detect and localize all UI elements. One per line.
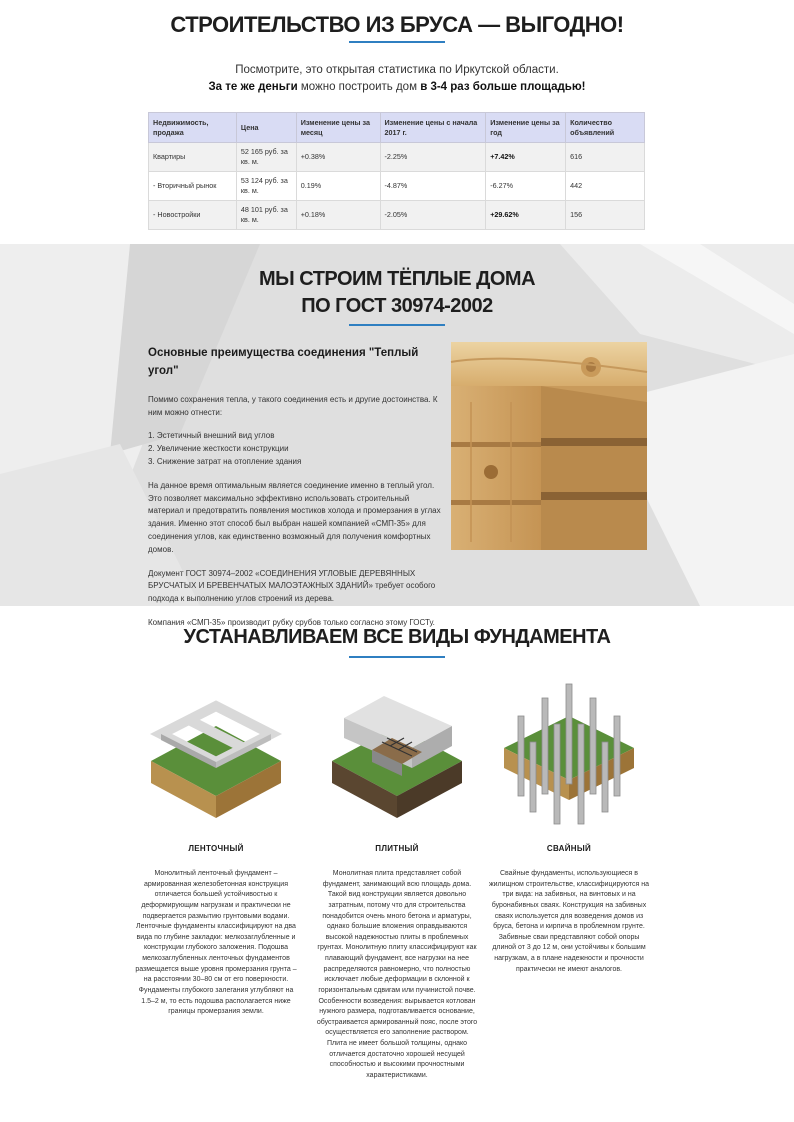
intro-line-2 xyxy=(0,81,794,93)
table-cell: - Вторичный рынок xyxy=(149,172,237,201)
warm-corner-joint-image xyxy=(451,342,647,550)
title-underline xyxy=(349,324,445,326)
foundation-title: УСТАНАВЛИВАЕМ ВСЕ ВИДЫ ФУНДАМЕНТА xyxy=(183,626,611,648)
table-cell: Квартиры xyxy=(149,143,237,172)
table-cell: -6.27% xyxy=(486,172,566,201)
card-description: Монолитная плита представляет собой фундамент, занимающий всю площадь дома. Такой вид конструкции является довольно затратным, потому что для строительства понадобится очень много бетона и арматуры, однако большие вложения оправдываются высокой надежностью плиты в проблемных грунтах. Монолитную плиту классифицируют как плавающий фундамент, все нагрузки на нее распределяются равномерно, что полностью исключает любые деформации в склонной к горизонтальным сдвигам или пучинистой почве. Особенности возведения: вырывается котлован нужного размера, подготавливается основание, обустраивается армированный пояс, после этого осуществляется его заполнение раствором. Плита не имеет большой толщины, однако отличается достаточно хорошей несущей способностью и высокими прочностными характеристиками. xyxy=(316,870,478,1079)
paragraph: На данное время оптимальным является соединение именно в теплый угол. Это позволяет максимально эффективно использовать строительный материал и предотвратить появления мостиков холода и промерзания в углах здания. Именно этот способ был выбран нашей компанией «СМП-35» для соединения углов, как единственно возможный для получения комфортных домов. xyxy=(148,480,441,554)
card-title: ЛЕНТОЧНЫЙ xyxy=(188,844,244,853)
table-cell: 156 xyxy=(566,201,645,230)
advantages-title: Основные преимущества соединения "Теплый угол" xyxy=(148,347,419,378)
foundation-card-strip xyxy=(134,676,298,1018)
table-cell: 52 165 руб. за кв. м. xyxy=(236,143,296,172)
stats-table xyxy=(148,112,645,230)
foundation-card-pile xyxy=(487,676,651,975)
table-cell: +0.18% xyxy=(296,201,380,230)
table-header-row xyxy=(149,113,645,143)
foundation-section xyxy=(0,606,794,1122)
card-description: Монолитный ленточный фундамент – армированная железобетонная конструкция отличается большей устойчивостью к деформирующим нагрузкам и практически не подвергается размытию грунтовыми водами. Ленточные фундаменты классифицируют на два вида по глубине закладки: мелкозаглубленные и конструкции глубокого заложения. Подошва мелкозаглубленных ленточных фундаментов размещается выше уровня промерзания грунта – на расстоянии 30–80 см от его поверхности. Фундаменты глубокого залегания углубляют на 1.5–2 м, то есть подошва располагается ниже границы промерзания земли. xyxy=(135,870,297,1016)
list-item: 2. Увеличение жесткости конструкции xyxy=(148,444,289,454)
table-header: Цена xyxy=(236,113,296,143)
table-cell: 48 101 руб. за кв. м. xyxy=(236,201,296,230)
pile-foundation-image xyxy=(494,676,644,826)
advantages-text xyxy=(148,344,444,641)
intro-bold-2: в 3-4 раз больше площадью! xyxy=(420,81,586,93)
table-cell: +0.38% xyxy=(296,143,380,172)
table-row xyxy=(149,143,645,172)
table-cell: 616 xyxy=(566,143,645,172)
table-cell: 442 xyxy=(566,172,645,201)
title-underline xyxy=(349,656,445,658)
card-title: ПЛИТНЫЙ xyxy=(375,844,419,853)
table-row xyxy=(149,172,645,201)
title-line-1: МЫ СТРОИМ ТЁПЛЫЕ ДОМА xyxy=(258,268,536,290)
table-row xyxy=(149,201,645,230)
table-header: Изменение цены за год xyxy=(486,113,566,143)
table-cell: -4.87% xyxy=(380,172,486,201)
title-underline xyxy=(349,41,445,43)
card-title: СВАЙНЫЙ xyxy=(546,844,592,853)
paragraph: Помимо сохранения тепла, у такого соединения есть и другие достоинства. К ним можно отнести: xyxy=(148,394,438,417)
intro-mid: можно построить дом xyxy=(297,81,421,93)
table-header: Количество объявлений xyxy=(566,113,645,143)
table-header: Недвижимость, продажа xyxy=(149,113,237,143)
card-description: Свайные фундаменты, использующиеся в жилищном строительстве, классифицируются на три вида: на забивных, на винтовых и на буронабивных сваях. Конструкция на забивных сваях используется для возведения домов из бруса, бетона и кирпича в проблемном грунте. Забивные сваи представляют собой опоры длиной от 3 до 12 м, они устойчивы к большим нагрузкам, а в плане надежности и прочности практически не имеют аналогов. xyxy=(488,870,650,973)
intro-bold-1: За те же деньги xyxy=(208,81,298,93)
list-item: 3. Снижение затрат на отопление здания xyxy=(148,456,302,466)
table-header: Изменение цены за месяц xyxy=(296,113,380,143)
table-cell: -2.05% xyxy=(380,201,486,230)
paragraph: Документ ГОСТ 30974–2002 «СОЕДИНЕНИЯ УГЛОВЫЕ ДЕРЕВЯННЫХ БРУСЧАТЫХ И БРЕВЕНЧАТЫХ МАЛОЭТАЖНЫХ ЗДАНИЙ» требует особого подхода к выполнению углов строений из дерева. xyxy=(148,568,436,604)
table-cell: 0.19% xyxy=(296,172,380,201)
warm-houses-title xyxy=(0,266,794,320)
table-header: Изменение цены с начала 2017 г. xyxy=(380,113,486,143)
table-cell: - Новостройки xyxy=(149,201,237,230)
advantages-list xyxy=(148,430,444,468)
table-cell: +29.62% xyxy=(486,201,566,230)
slab-foundation-image xyxy=(322,676,472,826)
list-item: 1. Эстетичный внешний вид углов xyxy=(148,431,275,441)
table-cell: +7.42% xyxy=(486,143,566,172)
title-line-2: ПО ГОСТ 30974-2002 xyxy=(301,295,493,317)
intro-line-1: Посмотрите, это открытая статистика по Иркутской области. xyxy=(235,64,559,76)
table-cell: 53 124 руб. за кв. м. xyxy=(236,172,296,201)
stats-title: СТРОИТЕЛЬСТВО ИЗ БРУСА — ВЫГОДНО! xyxy=(170,12,624,37)
foundation-card-slab xyxy=(315,676,479,1082)
table-cell: -2.25% xyxy=(380,143,486,172)
stats-section xyxy=(0,0,794,244)
warm-houses-section xyxy=(0,244,794,627)
paragraph: Компания «СМП-35» производит рубку срубов только согласно этому ГОСТу. xyxy=(148,617,435,627)
strip-foundation-image xyxy=(141,676,291,826)
